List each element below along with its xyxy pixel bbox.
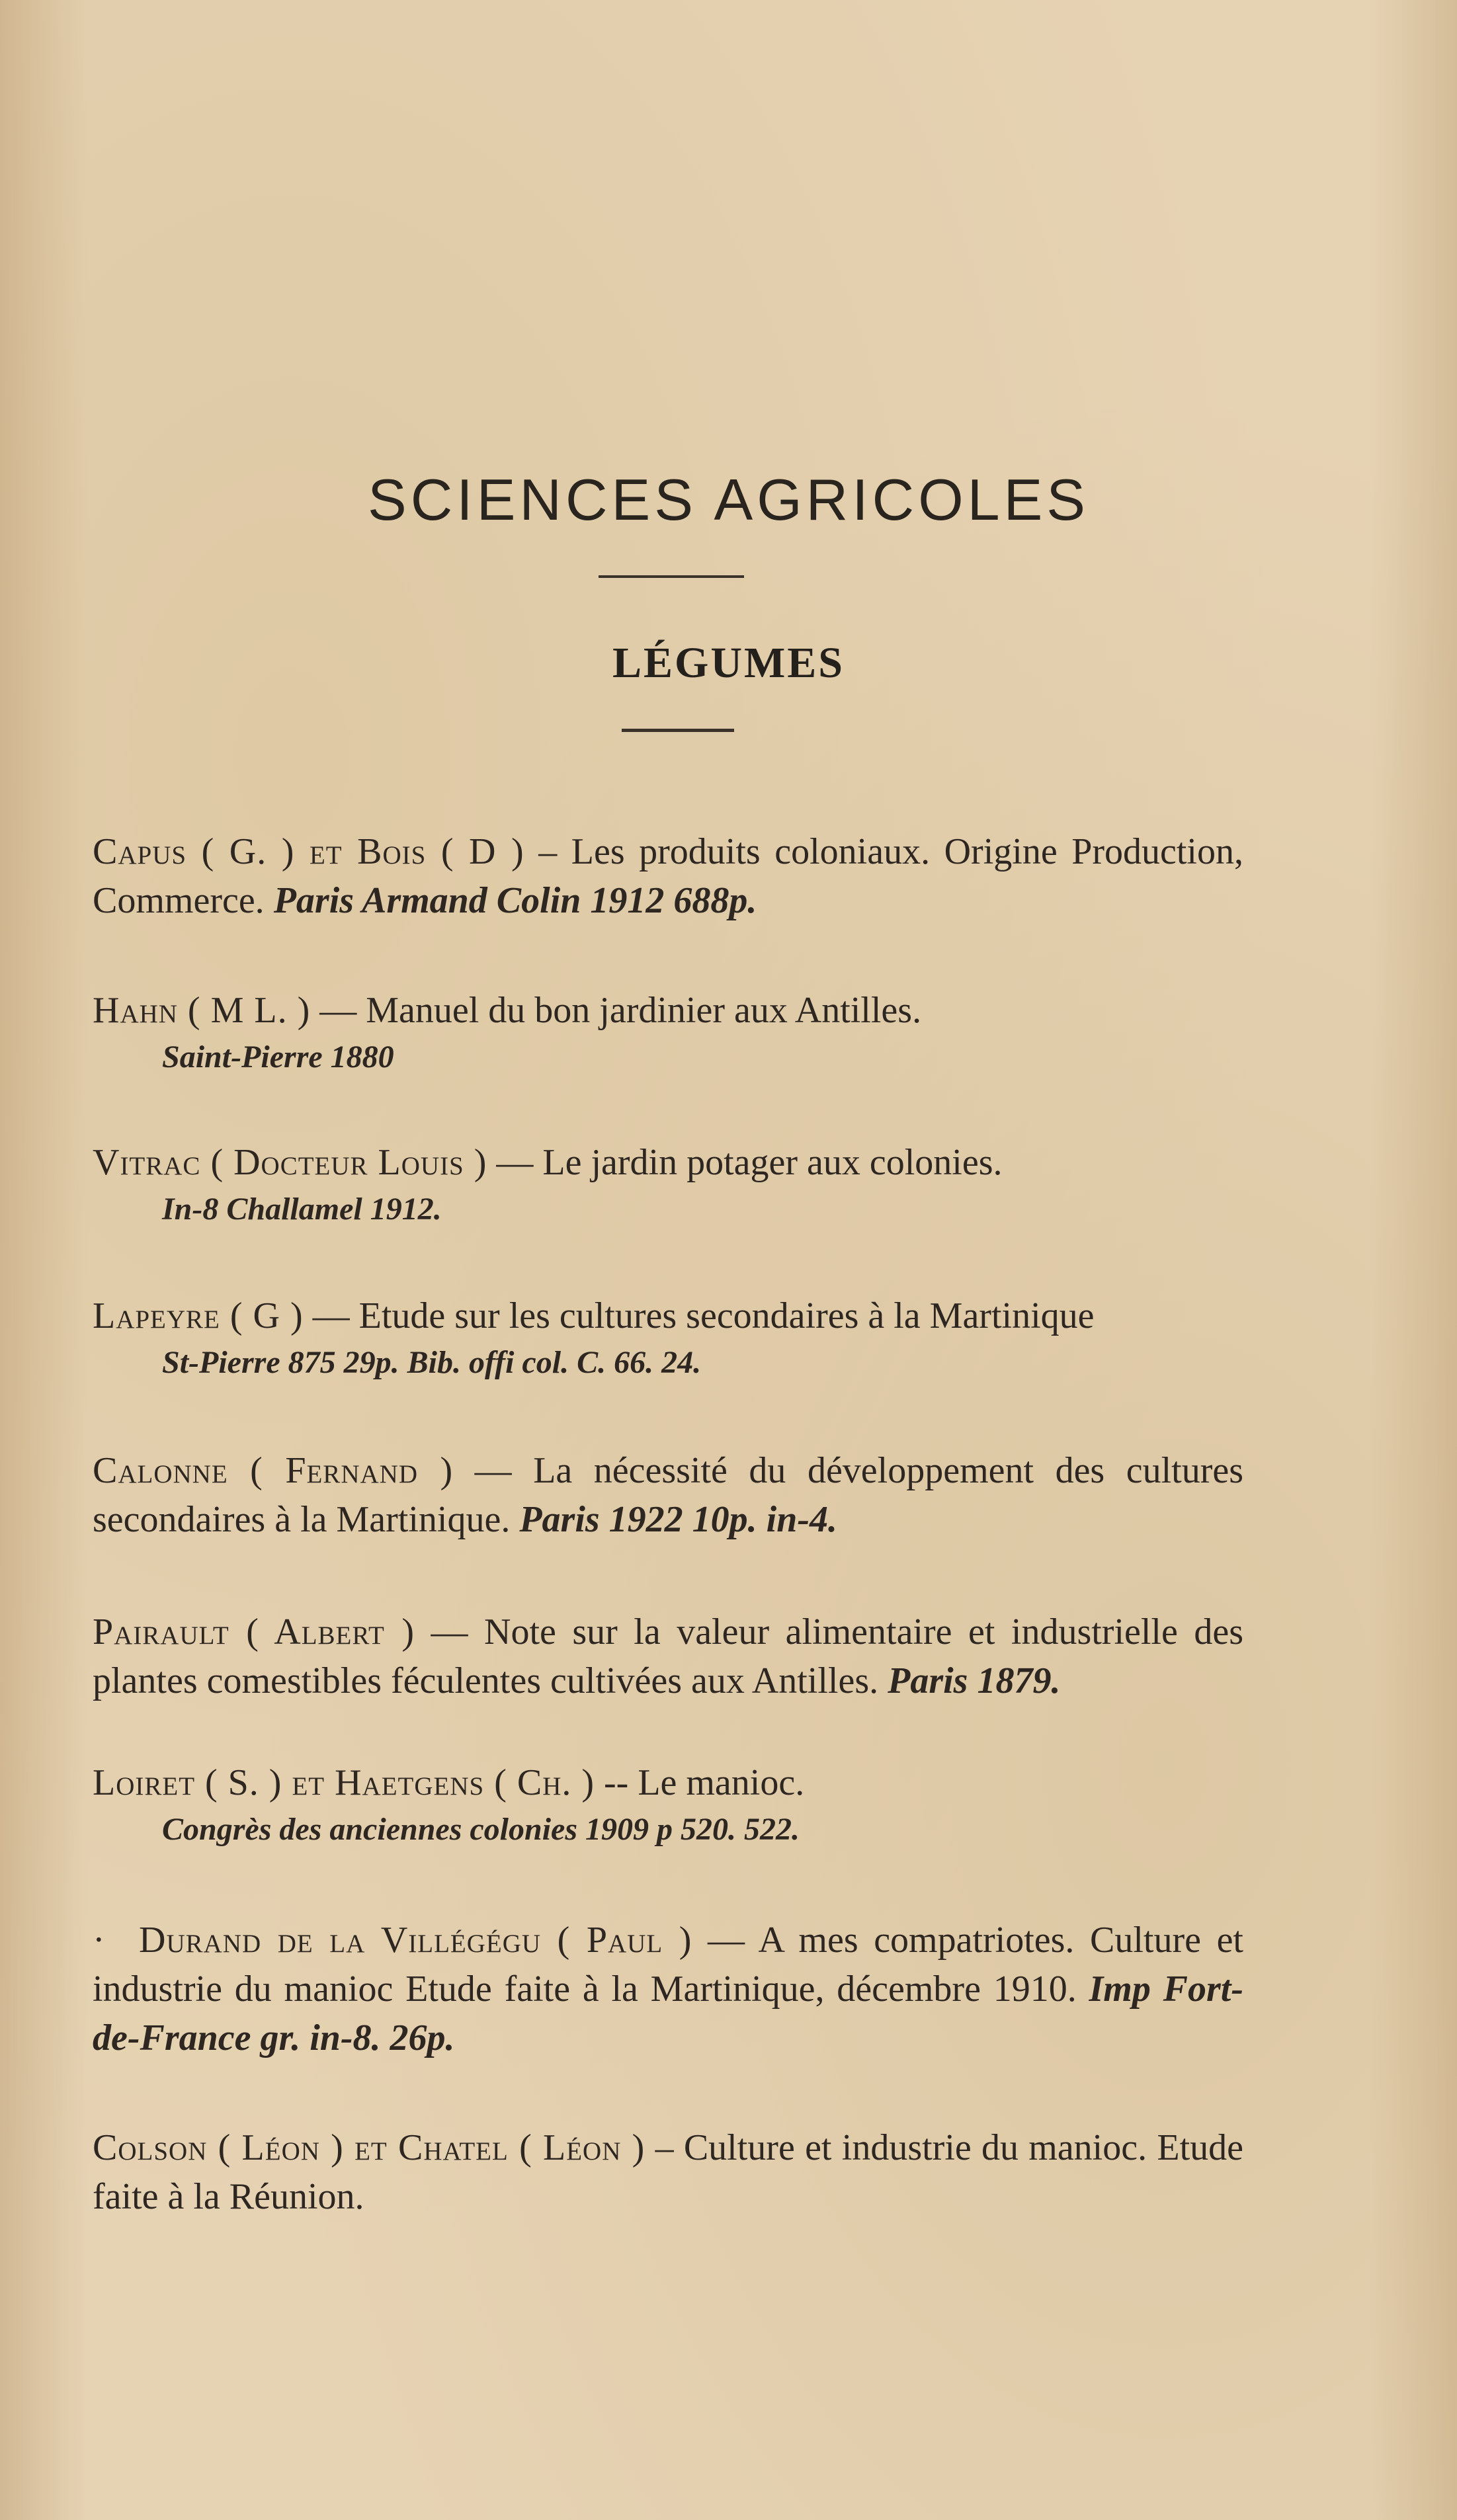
- section-title: SCIENCES AGRICOLES: [368, 467, 1089, 532]
- subtitle-divider: [622, 729, 734, 732]
- entry-text: — Note sur la valeur alimentaire et industrielle des plantes comestibles féculentes cultivées aux Antilles.: [93, 1611, 1243, 1701]
- bibliography-entry: [93, 1446, 1243, 1544]
- bibliography-entry: [93, 986, 1243, 1080]
- entry-text: -- Le manioc.: [595, 1762, 805, 1803]
- entry-author: Pairault ( Albert ): [93, 1611, 415, 1652]
- entry-publication: Congrès des anciennes colonies 1909 p 520. 522.: [162, 1812, 800, 1847]
- entry-publication: Paris 1922 10p. in-4.: [519, 1499, 838, 1540]
- entry-publication: Paris 1879.: [888, 1660, 1061, 1701]
- entry-author: Capus ( G. ) et Bois ( D ): [93, 831, 524, 872]
- bibliography-entry: [93, 827, 1243, 925]
- bibliography-list: [93, 790, 1243, 2286]
- entry-author: Hahn ( M L. ): [93, 990, 311, 1031]
- entry-text: — A mes compatriotes. Culture et industrie du manioc Etude faite à la Martinique, décembre 1910.: [93, 1920, 1243, 2010]
- entry-text: — La nécessité du développement des cultures secondaires à la Martinique.: [93, 1450, 1244, 1540]
- entry-author: Vitrac ( Docteur Louis ): [93, 1142, 487, 1183]
- subsection-title: LÉGUMES: [612, 639, 845, 687]
- entry-text: — Le jardin potager aux colonies.: [487, 1142, 1003, 1183]
- entry-publication: Paris Armand Colin 1912 688p.: [273, 880, 757, 921]
- bibliography-entry: [93, 1916, 1243, 2062]
- entry-publication: St-Pierre 875 29p. Bib. offi col. C. 66. 24.: [162, 1345, 702, 1380]
- entry-publication: Imp Fort-de-France gr. in-8. 26p.: [93, 1969, 1244, 2058]
- bibliography-entry: [93, 1758, 1243, 1852]
- bibliography-entry: [93, 1291, 1243, 1385]
- title-divider: [599, 575, 744, 578]
- entry-publication: Saint-Pierre 1880: [162, 1039, 394, 1075]
- entry-author: Colson ( Léon ) et Chatel ( Léon ): [93, 2127, 645, 2168]
- bullet-mark: ·: [93, 1920, 105, 1961]
- entry-text: – Culture et industrie du manioc. Etude faite à la Réunion.: [93, 2127, 1243, 2217]
- entry-author: Durand de la Villégégu ( Paul ): [139, 1920, 692, 1961]
- entry-text: – Les produits coloniaux. Origine Production, Commerce.: [93, 831, 1243, 921]
- entry-author: Loiret ( S. ) et Haetgens ( Ch. ): [93, 1762, 595, 1803]
- bibliography-entry: [93, 2123, 1243, 2221]
- entry-author: Calonne ( Fernand ): [93, 1450, 454, 1491]
- bibliography-entry: [93, 1607, 1243, 1705]
- bibliography-entry: [93, 1138, 1243, 1232]
- entry-author: Lapeyre ( G ): [93, 1295, 304, 1336]
- entry-text: — Manuel du bon jardinier aux Antilles.: [310, 990, 922, 1031]
- entry-text: — Etude sur les cultures secondaires à la Martinique: [303, 1295, 1095, 1336]
- entry-publication: In-8 Challamel 1912.: [162, 1192, 442, 1227]
